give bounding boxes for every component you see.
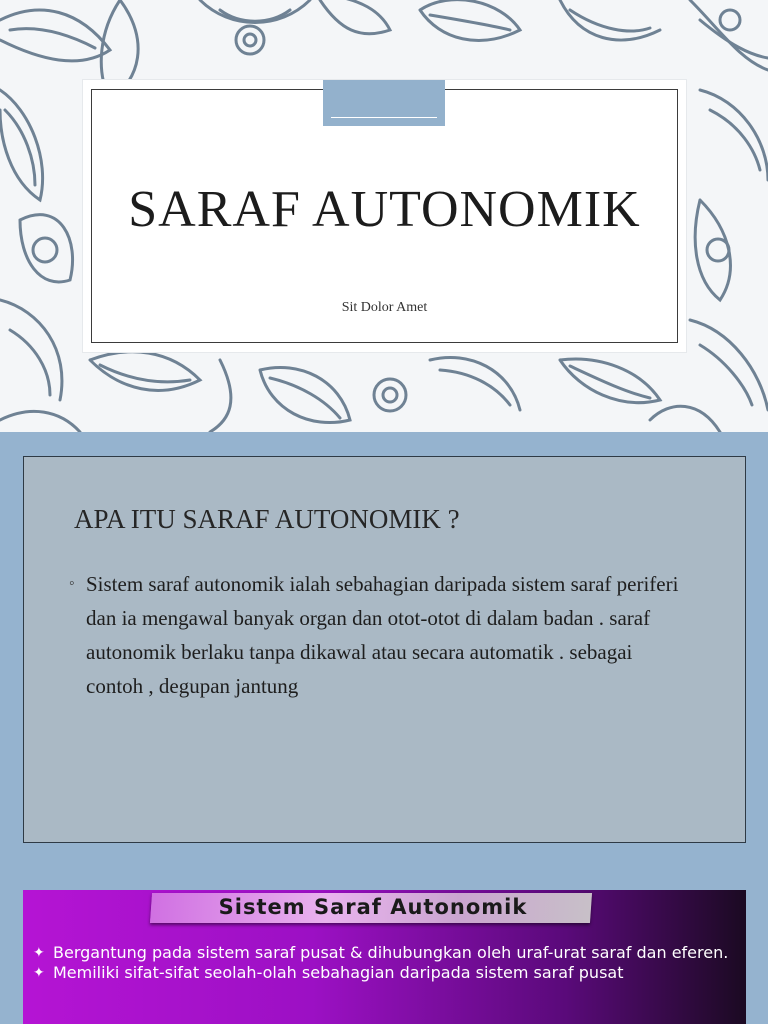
slide-subtitle: Sit Dolor Amet — [341, 300, 428, 315]
star-bullet-icon: ✦ — [33, 965, 45, 981]
list-item-text: Memiliki sifat-sifat seolah-olah sebahagian daripada sistem saraf pusat — [53, 963, 624, 982]
tab-line — [331, 117, 437, 118]
list-item — [31, 944, 741, 962]
slide-title: SARAF AUTONOMIK — [128, 181, 641, 238]
slide-heading: APA ITU SARAF AUTONOMIK ? — [74, 504, 460, 534]
image-title: Sistem Saraf Autonomik — [218, 895, 528, 919]
image-slide — [0, 868, 768, 1024]
content-panel — [23, 456, 746, 843]
bullet-icon: ◦ — [69, 575, 75, 592]
definition-slide — [0, 432, 768, 868]
image-bullet-list — [31, 944, 741, 984]
list-item — [31, 964, 741, 982]
body-text: Sistem saraf autonomik ialah sebahagian daripada sistem saraf periferi dan ia mengawal banyak organ dan otot-otot di dalam badan . saraf autonomik berlaku tanpa dikawal atau secara automatik . sebagai contoh , degupan jantung — [86, 572, 679, 698]
title-card-tab — [323, 80, 445, 126]
list-item-text: Bergantung pada sistem saraf pusat & dihubungkan oleh uraf-urat saraf dan eferen. — [53, 943, 729, 962]
title-slide — [0, 0, 768, 432]
embedded-slide-image — [23, 890, 746, 1024]
slide-body — [69, 567, 694, 703]
star-bullet-icon: ✦ — [33, 945, 45, 961]
